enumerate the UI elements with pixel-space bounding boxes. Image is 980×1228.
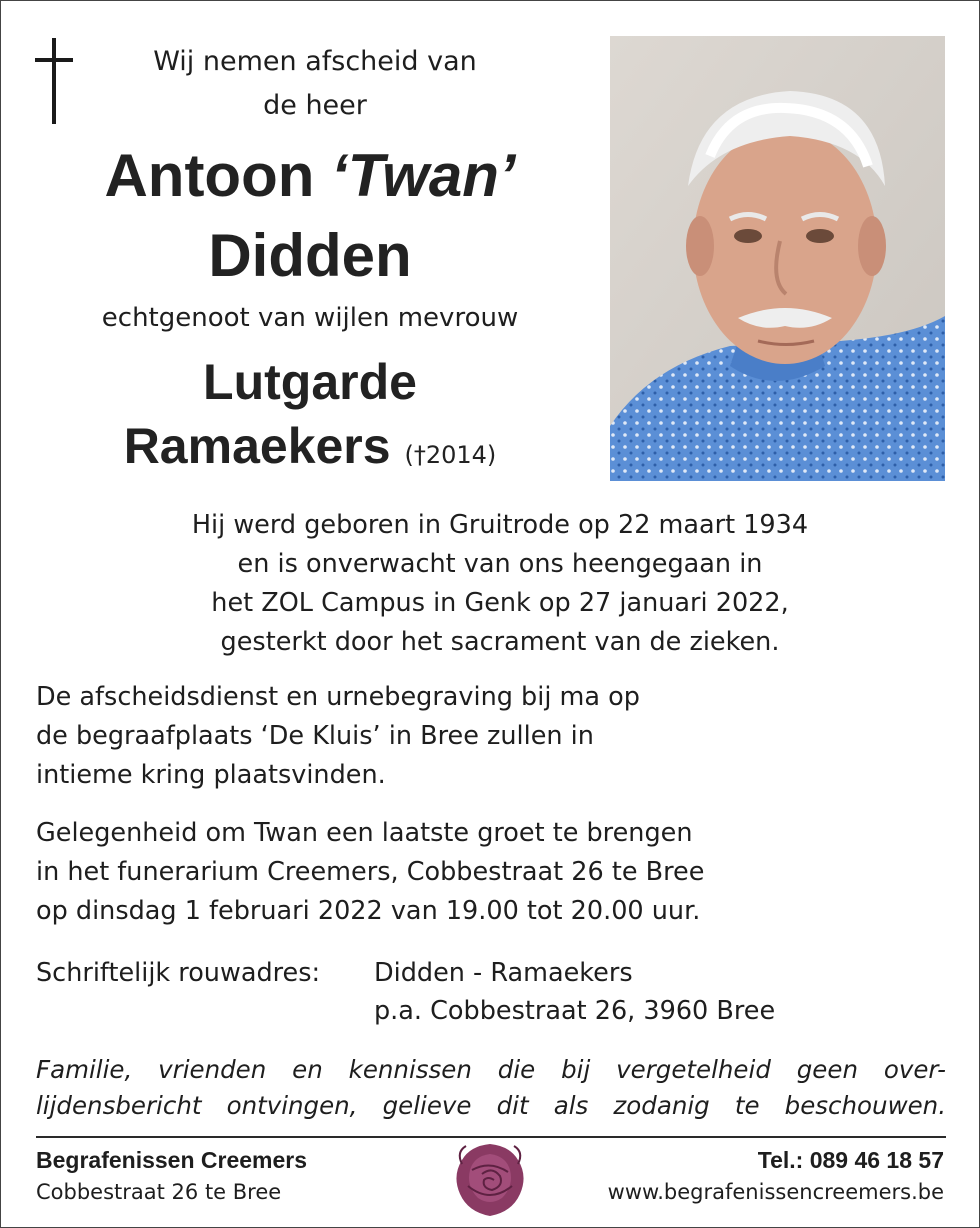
address-line-1: Didden - Ramaekers <box>374 958 633 988</box>
website-link[interactable]: www.begrafenissencreemers.be <box>607 1180 944 1204</box>
birth-line: gesterkt door het sacrament van de zieken. <box>220 627 780 657</box>
intro-line-1: Wij nemen afscheid van <box>153 46 477 77</box>
footer-divider <box>36 1136 946 1138</box>
deceased-last-name: Didden <box>208 222 412 289</box>
spouse-first-name: Lutgarde <box>203 354 417 410</box>
service-line: de begraafplaats ‘De Kluis’ in Bree zullen in <box>36 721 594 751</box>
visit-line: op dinsdag 1 februari 2022 van 19.00 tot 20.00 uur. <box>36 896 701 926</box>
visit-line: Gelegenheid om Twan een laatste groet te brengen <box>36 818 693 848</box>
family-note-line: Familie, vrienden en kennissen die bij vergetelheid geen over- <box>36 1055 946 1084</box>
birth-text <box>40 506 960 662</box>
spouse-death-year: (†2014) <box>404 441 497 469</box>
birth-line: en is onverwacht van ons heengegaan in <box>237 549 763 579</box>
intro-line-2: de heer <box>263 90 367 121</box>
rose-icon <box>452 1140 528 1220</box>
service-line: De afscheidsdienst en urnebegraving bij ma op <box>36 682 640 712</box>
birth-line: het ZOL Campus in Genk op 27 januari 2022, <box>211 588 789 618</box>
funeral-company-name: Begrafenissen Creemers <box>36 1147 308 1173</box>
deceased-name <box>20 136 600 216</box>
visit-text <box>36 814 936 931</box>
visit-line: in het funerarium Creemers, Cobbestraat 26 te Bree <box>36 857 705 887</box>
deceased-first-name: Antoon <box>104 142 315 209</box>
deceased-nickname: ‘Twan’ <box>331 142 516 209</box>
spouse-last-name: Ramaekers <box>123 418 391 474</box>
family-note-line: lijdensbericht ontvingen, gelieve dit als zodanig te beschouwen. <box>36 1091 946 1120</box>
spouse-last-line <box>20 414 600 487</box>
portrait-photo <box>610 36 945 481</box>
service-text <box>36 678 936 795</box>
service-line: intieme kring plaatsvinden. <box>36 760 386 790</box>
address-line-2: p.a. Cobbestraat 26, 3960 Bree <box>374 996 776 1026</box>
funeral-company-address: Cobbestraat 26 te Bree <box>36 1180 282 1204</box>
birth-line: Hij werd geboren in Gruitrode op 22 maart 1934 <box>191 510 809 540</box>
phone-number: Tel.: 089 46 18 57 <box>757 1147 944 1173</box>
spouse-relation: echtgenoot van wijlen mevrouw <box>101 303 519 333</box>
address-label: Schriftelijk rouwadres: <box>36 958 321 988</box>
